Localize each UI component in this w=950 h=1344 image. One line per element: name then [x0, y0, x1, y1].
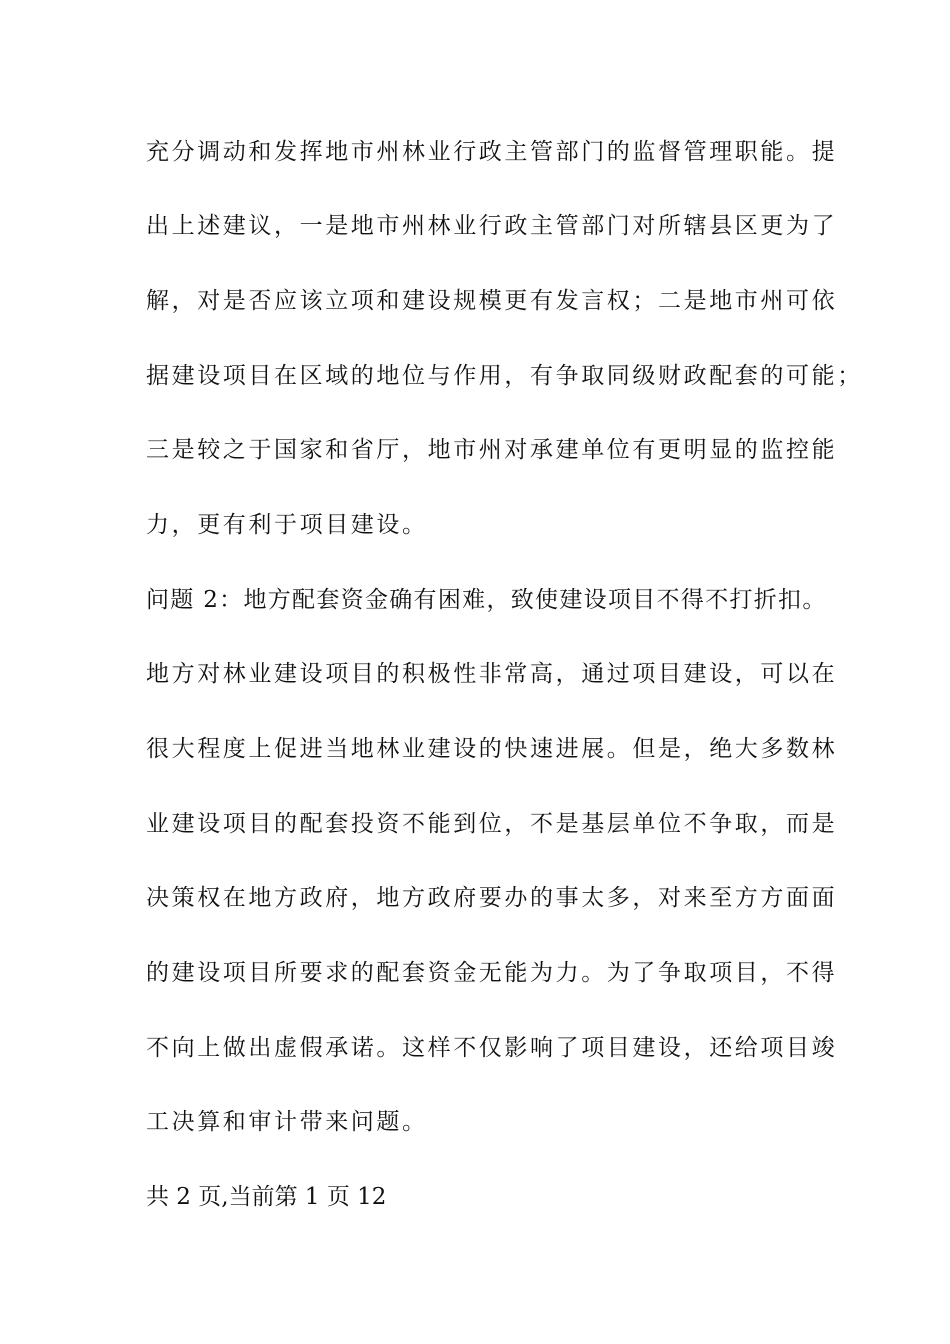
paragraph-line-11: 决策权在地方政府，地方政府要办的事太多，对来至方方面面: [146, 885, 838, 911]
paragraph-line-1: 充分调动和发挥地市州林业行政主管部门的监督管理职能。提: [146, 139, 838, 165]
paragraph-line-9: 很大程度上促进当地林业建设的快速进展。但是，绝大多数林: [146, 736, 838, 762]
paragraph-line-6: 力，更有利于项目建设。: [146, 512, 428, 538]
paragraph-line-2: 出上述建议，一是地市州林业行政主管部门对所辖县区更为了: [146, 213, 838, 239]
paragraph-line-14: 工决算和审计带来问题。: [146, 1109, 428, 1135]
issue-heading: 问题 2：地方配套资金确有困难，致使建设项目不得不打折扣。: [146, 587, 827, 613]
paragraph-line-10: 业建设项目的配套投资不能到位，不是基层单位不争取，而是: [146, 811, 838, 837]
page-footer: 共 2 页,当前第 1 页 12: [146, 1184, 387, 1210]
paragraph-line-13: 不向上做出虚假承诺。这样不仅影响了项目建设，还给项目竣: [146, 1035, 838, 1061]
paragraph-line-8: 地方对林业建设项目的积极性非常高，通过项目建设，可以在: [146, 661, 838, 687]
paragraph-line-4: 据建设项目在区域的地位与作用，有争取同级财政配套的可能；: [146, 363, 863, 389]
paragraph-line-5: 三是较之于国家和省厅，地市州对承建单位有更明显的监控能: [146, 437, 838, 463]
paragraph-line-12: 的建设项目所要求的配套资金无能为力。为了争取项目，不得: [146, 960, 838, 986]
paragraph-line-3: 解，对是否应该立项和建设规模更有发言权；二是地市州可依: [146, 288, 838, 314]
